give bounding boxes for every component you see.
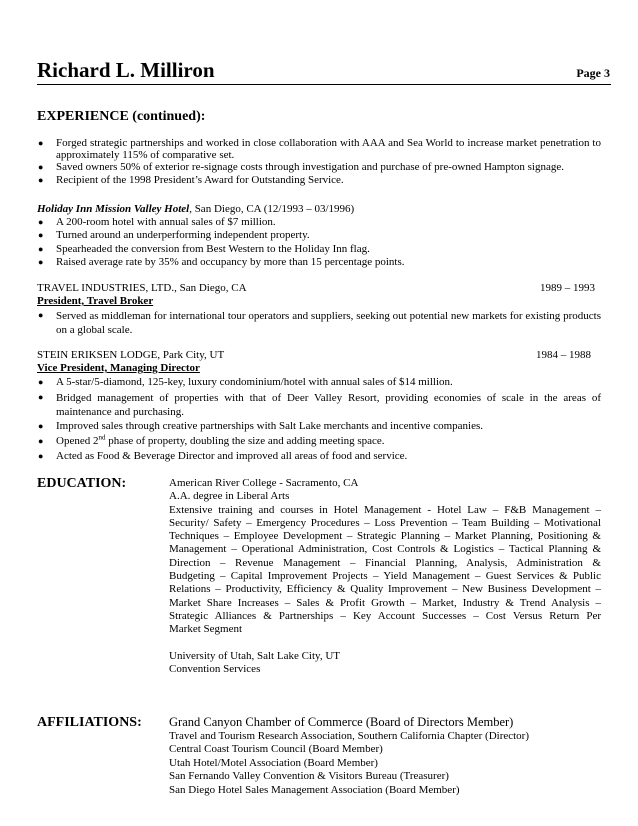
- bullet-icon: ●: [38, 162, 44, 172]
- affiliation-item: Central Coast Tourism Council (Board Member): [169, 743, 383, 756]
- degree-convention-services: Convention Services: [169, 662, 261, 675]
- list-item: ● A 200-room hotel with annual sales of $7 million.: [38, 216, 276, 228]
- training-line: Relations – Productivity, Efficiency & Quality Improvement – New Business Development –: [169, 583, 601, 596]
- bullet-icon: ●: [38, 377, 44, 387]
- experience-heading: EXPERIENCE (continued):: [37, 109, 206, 124]
- training-line: Extensive training and courses in Hotel Management - Hotel Law – F&B Management –: [169, 503, 601, 516]
- education-block: [169, 477, 601, 676]
- company-stein-eriksen: STEIN ERIKSEN LODGE, Park City, UT: [37, 349, 225, 361]
- bullet-icon: ●: [38, 138, 44, 148]
- job-heading-holiday-inn: [37, 203, 354, 215]
- training-line: Market Segment: [169, 623, 243, 636]
- list-item: ● Improved sales through creative partnerships with Salt Lake merchants and incentive companies.: [38, 420, 484, 432]
- list-item: ● A 5-star/5-diamond, 125-key, luxury condominium/hotel with annual sales of $14 million.: [38, 376, 453, 388]
- bullet-icon: ●: [38, 175, 44, 185]
- list-item: ● Saved owners 50% of exterior re-signage costs through investigation and purchase of pre-owned Hampton signage.: [38, 161, 564, 173]
- training-line: Budgeting – Capital Improvement Projects – Yield Management – Guest Services & Public: [169, 570, 601, 583]
- training-line: Management – Operational Administration, Cost Controls & Logistics – Tactical Planning &: [169, 543, 601, 556]
- bullet-icon: ●: [38, 217, 44, 227]
- affiliation-item: Grand Canyon Chamber of Commerce (Board of Directors Member): [169, 715, 514, 729]
- school-university-utah: University of Utah, Salt Lake City, UT: [169, 649, 340, 662]
- bullet-icon: ●: [38, 310, 44, 320]
- school-american-river: American River College - Sacramento, CA: [169, 477, 359, 489]
- list-item: ● Acted as Food & Beverage Director and improved all areas of food and service.: [38, 450, 408, 462]
- hotel-location-dates: , San Diego, CA (12/1993 – 03/1996): [189, 203, 355, 215]
- job-title-travel-broker: President, Travel Broker: [37, 295, 154, 307]
- job-title-vice-president: Vice President, Managing Director: [37, 362, 200, 374]
- degree-liberal-arts: A.A. degree in Liberal Arts: [169, 490, 290, 503]
- bullet-icon: ●: [38, 451, 44, 461]
- page-header: [37, 60, 611, 85]
- list-item: ● Spearheaded the conversion from Best Western to the Holiday Inn flag.: [38, 243, 370, 255]
- affiliation-item: Travel and Tourism Research Association, Southern California Chapter (Director): [169, 730, 530, 742]
- page-number: Page 3: [576, 66, 610, 80]
- affiliation-item: San Diego Hotel Sales Management Association (Board Member): [169, 783, 460, 796]
- dates-travel-industries: 1989 – 1993: [540, 282, 595, 294]
- training-line: Market Share Increases – Sales & Profit Growth – Market, Industry & Trend Analysis –: [169, 596, 601, 609]
- dates-stein-eriksen: 1984 – 1988: [536, 349, 591, 361]
- bullet-icon: ●: [38, 421, 44, 431]
- list-item: ● Bridged management of properties with that of Deer Valley Resort, providing economies of scale in the areas of maintenance and purchasing.: [38, 392, 601, 418]
- candidate-name: Richard L. Milliron: [37, 58, 215, 82]
- list-item: ● Served as middleman for international tour operators and suppliers, seeking out potential new markets for existing products on a global scale.: [38, 310, 601, 336]
- hotel-name: Holiday Inn Mission Valley Hotel: [37, 203, 190, 215]
- bullet-icon: ●: [38, 436, 44, 446]
- bullet-icon: ●: [38, 392, 44, 402]
- list-item: ● Recipient of the 1998 President’s Award for Outstanding Service.: [38, 174, 344, 186]
- affiliations-heading: AFFILIATIONS:: [37, 715, 142, 730]
- education-heading: EDUCATION:: [37, 476, 127, 491]
- training-line: Strategic Alliances & Partnerships – Key Account Successes – Cost Versus Return Per: [169, 609, 601, 622]
- affiliations-list: [169, 715, 529, 797]
- bullet-icon: ●: [38, 244, 44, 254]
- training-line: Security/ Safety – Emergency Procedures – Loss Prevention – Team Building – Motivational: [169, 516, 601, 529]
- list-item: ● Forged strategic partnerships and worked in close collaboration with AAA and Sea World to increase market penetration to approximately 115% of comparative set.: [38, 137, 601, 161]
- bullet-icon: ●: [38, 230, 44, 240]
- training-line: Techniques – Employee Development – Strategic Planning – Market Planning, Positioning &: [169, 530, 601, 543]
- company-travel-industries: TRAVEL INDUSTRIES, LTD., San Diego, CA: [37, 282, 247, 294]
- bullet-icon: ●: [38, 257, 44, 267]
- affiliation-item: Utah Hotel/Motel Association (Board Member): [169, 756, 378, 769]
- list-item: ● Turned around an underperforming independent property.: [38, 229, 310, 241]
- affiliation-item: San Fernando Valley Convention & Visitors Bureau (Treasurer): [169, 770, 449, 783]
- list-item: ● Opened 2nd phase of property, doubling the size and adding meeting space.: [38, 433, 385, 447]
- training-line: Direction – Revenue Management – Financial Planning, Analysis, Administration &: [169, 556, 601, 569]
- list-item: ● Raised average rate by 35% and occupancy by more than 15 percentage points.: [38, 256, 405, 268]
